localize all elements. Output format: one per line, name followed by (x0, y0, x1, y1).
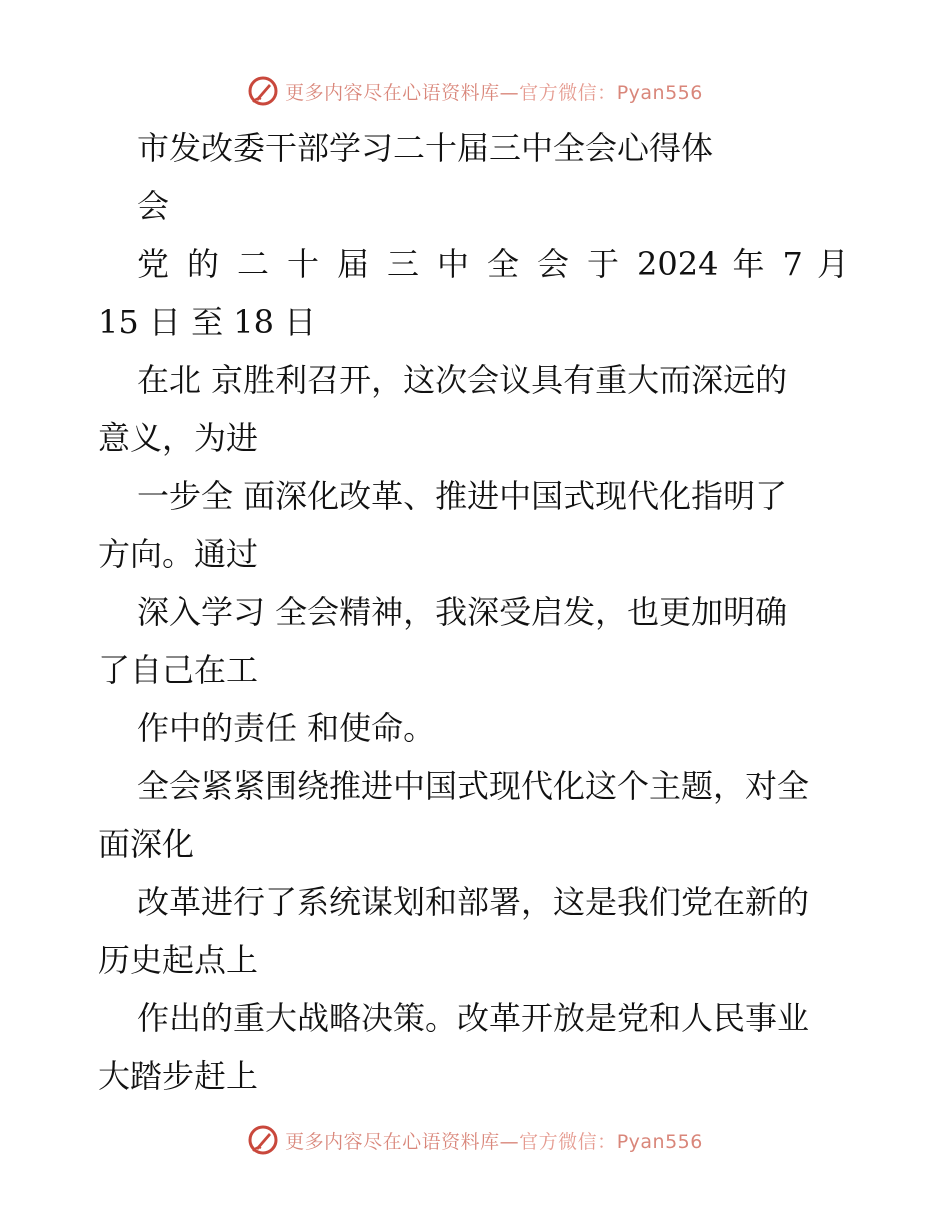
quill-logo-icon (247, 1124, 279, 1156)
paragraph-line: 党 的 二 十 届 三 中 全 会 于 2024 年 7 月 (137, 245, 849, 283)
paragraph-line: 一步全 面深化改革、推进中国式现代化指明了 (137, 477, 788, 515)
paragraph-line: 15 日 至 18 日 (98, 303, 317, 341)
paragraph-line: 作出的重大战略决策。改革开放是党和人民事业 (137, 999, 810, 1037)
paragraph-line: 深入学习 全会精神，我深受启发，也更加明确 (137, 593, 788, 631)
paragraph-line: 改革进行了系统谋划和部署，这是我们党在新的 (137, 883, 810, 921)
document-title-line-1: 市发改委干部学习二十届三中全会心得体 (137, 129, 714, 167)
paragraph-line: 大踏步赶上 (98, 1057, 259, 1095)
paragraph-line: 意义，为进 (98, 419, 259, 457)
header-watermark (0, 71, 950, 111)
watermark-text: 更多内容尽在心语资料库—官方微信：Pyan556 (285, 81, 703, 104)
paragraph-line: 全会紧紧围绕推进中国式现代化这个主题，对全 (137, 767, 810, 805)
paragraph-line: 作中的责任 和使命。 (137, 709, 436, 747)
watermark-text: 更多内容尽在心语资料库—官方微信：Pyan556 (285, 1130, 703, 1153)
paragraph-line: 历史起点上 (98, 941, 259, 979)
paragraph-line: 在北 京胜利召开，这次会议具有重大而深远的 (137, 361, 788, 399)
paragraph-line: 了自己在工 (98, 651, 259, 689)
footer-watermark (0, 1120, 950, 1160)
document-title-line-2: 会 (137, 187, 170, 225)
quill-logo-icon (247, 75, 279, 107)
paragraph-line: 面深化 (98, 825, 195, 863)
paragraph-line: 方向。通过 (98, 535, 259, 573)
